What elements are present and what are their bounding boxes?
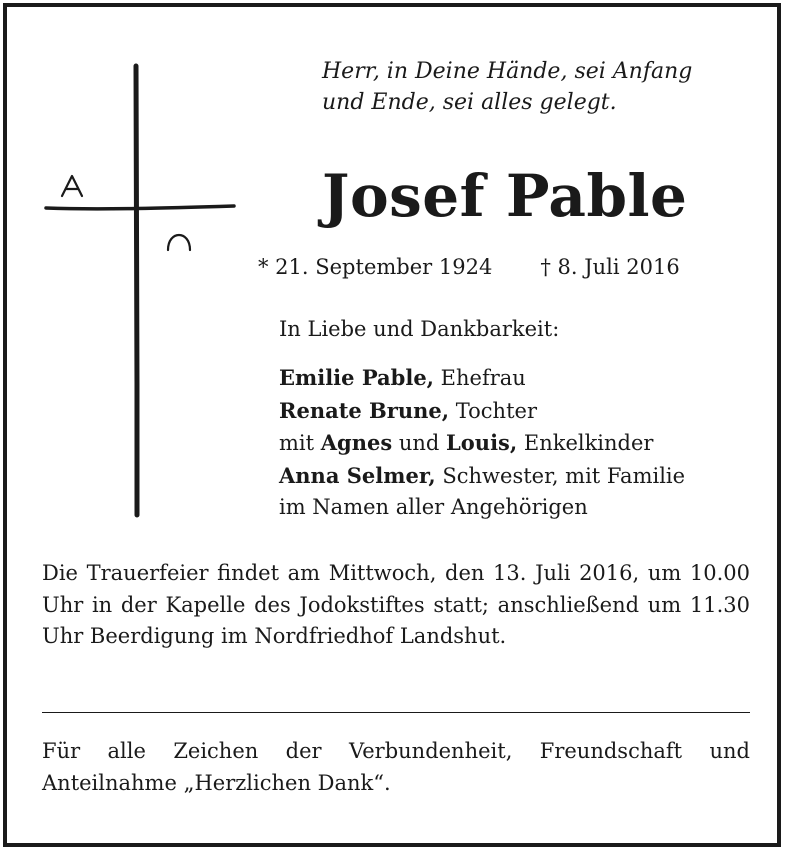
omega-icon — [168, 235, 190, 250]
family-member — [279, 362, 685, 395]
family-member — [279, 395, 685, 428]
member-name: Anna Selmer, — [279, 462, 436, 488]
alpha-icon — [62, 176, 82, 196]
death-date: † 8. Juli 2016 — [540, 255, 680, 279]
thanks-text: Für alle Zeichen der Verbundenheit, Freundschaft und Anteilnahme „Herzlichen Dank“. — [42, 739, 750, 795]
family-list — [279, 362, 685, 524]
cross-icon — [40, 60, 240, 520]
life-dates — [258, 252, 680, 282]
intro-text: In Liebe und Dankbarkeit: — [279, 317, 560, 341]
member-name: Agnes — [320, 430, 393, 455]
member-relation: Ehefrau — [434, 366, 526, 390]
family-member — [279, 427, 685, 460]
quote-line-2: und Ende, sei alles gelegt. — [322, 90, 617, 115]
quote — [322, 56, 762, 118]
member-name: Emilie Pable, — [279, 365, 434, 390]
deceased-name: Josef Pable — [322, 162, 688, 230]
member-relation: Schwester, mit Familie — [435, 463, 686, 488]
member-prefix: mit — [279, 431, 321, 455]
birth-date: * 21. September 1924 — [258, 255, 493, 279]
family-closing: im Namen aller Angehörigen — [279, 495, 588, 519]
member-relation: Enkelkinder — [517, 431, 654, 455]
member-name: Renate Brune, — [279, 397, 450, 423]
divider — [42, 712, 750, 713]
ceremony-text: Die Trauerfeier findet am Mittwoch, den 13. Juli 2016, um 10.00 Uhr in der Kapelle des Jodokstiftes statt; anschließend um 11.30 Uhr Beerdigung im Nordfriedhof Landshut. — [42, 561, 750, 648]
family-member — [279, 460, 685, 493]
member-conjunction: und — [392, 431, 447, 455]
member-name: Louis, — [446, 430, 518, 455]
quote-line-1: Herr, in Deine Hände, sei Anfang — [322, 59, 693, 84]
member-relation: Tochter — [449, 398, 537, 423]
